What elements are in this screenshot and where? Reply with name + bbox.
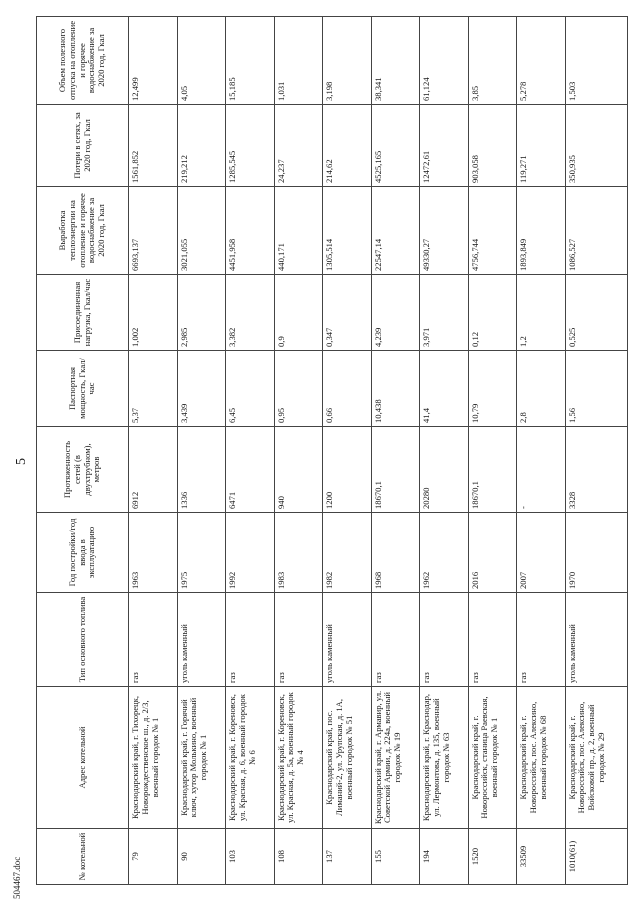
cell-number: 137 [323, 829, 372, 885]
cell-capacity: 0,66 [323, 351, 372, 427]
cell-address: Краснодарский край, г. Кореновск, ул. Красная, д. 6, военный городок № 6 [226, 687, 275, 829]
table-row [226, 17, 275, 885]
cell-number: 33509 [517, 829, 566, 885]
cell-output: 4451,958 [226, 187, 275, 275]
cell-number: 194 [420, 829, 469, 885]
table-row [371, 17, 420, 885]
cell-capacity: 5,37 [129, 351, 178, 427]
cell-length: 940 [274, 427, 323, 513]
cell-load: 0,525 [565, 275, 628, 351]
cell-capacity: 0,95 [274, 351, 323, 427]
cell-load: 1,002 [129, 275, 178, 351]
cell-length: 6471 [226, 427, 275, 513]
header-number: № котельной [37, 829, 129, 885]
cell-length: - [517, 427, 566, 513]
cell-losses: 219,212 [177, 105, 226, 187]
cell-fuel: газ [468, 593, 517, 687]
cell-address: Краснодарский край, г. Новороссийск, пос. Алексино, военный городок № 68 [517, 687, 566, 829]
cell-year: 1962 [420, 513, 469, 593]
boiler-table [36, 16, 628, 885]
cell-supply: 3,85 [468, 17, 517, 105]
cell-year: 2016 [468, 513, 517, 593]
cell-load: 0,347 [323, 275, 372, 351]
cell-load: 1,2 [517, 275, 566, 351]
cell-losses: 12472,61 [420, 105, 469, 187]
table-row [274, 17, 323, 885]
cell-year: 1970 [565, 513, 628, 593]
cell-length: 18670,1 [468, 427, 517, 513]
cell-supply: 3,198 [323, 17, 372, 105]
cell-load: 0,12 [468, 275, 517, 351]
cell-length: 1200 [323, 427, 372, 513]
header-fuel: Тип основного топлива [37, 593, 129, 687]
cell-length: 20280 [420, 427, 469, 513]
cell-number: 1010(61) [565, 829, 628, 885]
footer-note: 504467.doc [12, 856, 22, 899]
cell-address: Краснодарский край, г. Краснодар, ул. Лермонтова, д. 135, военный городок № 63 [420, 687, 469, 829]
header-load: Присоединенная нагрузка, Гкал/час [37, 275, 129, 351]
cell-address: Краснодарский край, г. Горячий ключ, хутор Молькино, военный городок № 1 [177, 687, 226, 829]
cell-fuel: газ [420, 593, 469, 687]
cell-capacity: 6,45 [226, 351, 275, 427]
cell-losses: 119,271 [517, 105, 566, 187]
cell-fuel: газ [129, 593, 178, 687]
cell-supply: 12,499 [129, 17, 178, 105]
cell-fuel: газ [371, 593, 420, 687]
cell-year: 1992 [226, 513, 275, 593]
cell-length: 3328 [565, 427, 628, 513]
cell-capacity: 1,56 [565, 351, 628, 427]
cell-year: 1963 [129, 513, 178, 593]
cell-year: 1982 [323, 513, 372, 593]
cell-fuel: уголь каменный [177, 593, 226, 687]
cell-number: 79 [129, 829, 178, 885]
cell-output: 3021,055 [177, 187, 226, 275]
cell-address: Краснодарский край, г. Новороссийск, пос. Алексино, Войсковой пр., д. 2, военный городок № 29 [565, 687, 628, 829]
cell-losses: 4525,165 [371, 105, 420, 187]
cell-load: 3,382 [226, 275, 275, 351]
cell-address: Краснодарский край, г. Армавир, ул. Советской Армии, д. 224а, военный городок № 19 [371, 687, 420, 829]
cell-output: 22547,14 [371, 187, 420, 275]
cell-number: 108 [274, 829, 323, 885]
cell-capacity: 10,79 [468, 351, 517, 427]
cell-load: 3,971 [420, 275, 469, 351]
cell-losses: 214,62 [323, 105, 372, 187]
cell-losses: 350,935 [565, 105, 628, 187]
header-output: Выработка теплоэнергии на отопление и горячее водоснабжение за 2020 год, Гкал [37, 187, 129, 275]
cell-fuel: уголь каменный [323, 593, 372, 687]
cell-load: 0,9 [274, 275, 323, 351]
table-row [420, 17, 469, 885]
table-row [517, 17, 566, 885]
cell-length: 6912 [129, 427, 178, 513]
header-row [37, 17, 129, 885]
cell-supply: 38,341 [371, 17, 420, 105]
cell-load: 4,239 [371, 275, 420, 351]
table-row [129, 17, 178, 885]
cell-supply: 5,278 [517, 17, 566, 105]
cell-number: 1520 [468, 829, 517, 885]
cell-output: 1893,849 [517, 187, 566, 275]
header-year: Год постройки/год ввода в эксплуатацию [37, 513, 129, 593]
header-supply: Объем полезного отпуска на отопление и горячее водоснабжение за 2020 год, Гкал [37, 17, 129, 105]
cell-fuel: газ [226, 593, 275, 687]
header-losses: Потери в сетях, за 2020 год, Гкал [37, 105, 129, 187]
table-row [323, 17, 372, 885]
cell-address: Краснодарский край, г. Новороссийск, станица Раевская, военный городок № 1 [468, 687, 517, 829]
cell-output: 6693,137 [129, 187, 178, 275]
table-row [565, 17, 628, 885]
cell-supply: 1,503 [565, 17, 628, 105]
cell-year: 2007 [517, 513, 566, 593]
cell-year: 1968 [371, 513, 420, 593]
cell-capacity: 3,439 [177, 351, 226, 427]
cell-length: 1336 [177, 427, 226, 513]
cell-losses: 1285,545 [226, 105, 275, 187]
cell-output: 1305,514 [323, 187, 372, 275]
cell-supply: 1,031 [274, 17, 323, 105]
cell-year: 1983 [274, 513, 323, 593]
table-row [468, 17, 517, 885]
cell-capacity: 2,8 [517, 351, 566, 427]
header-length: Протяженность сетей (в двухтрубном), метров [37, 427, 129, 513]
cell-output: 4756,744 [468, 187, 517, 275]
cell-number: 90 [177, 829, 226, 885]
cell-address: Краснодарский край, г. Тихорецк, Новорождественское ш., д. 2/3, военный городок № 1 [129, 687, 178, 829]
cell-output: 49330,27 [420, 187, 469, 275]
cell-length: 18670,1 [371, 427, 420, 513]
cell-supply: 15,185 [226, 17, 275, 105]
cell-output: 1086,527 [565, 187, 628, 275]
cell-output: 440,171 [274, 187, 323, 275]
cell-losses: 24,237 [274, 105, 323, 187]
cell-capacity: 41,4 [420, 351, 469, 427]
cell-load: 2,985 [177, 275, 226, 351]
header-address: Адрес котельной [37, 687, 129, 829]
cell-year: 1975 [177, 513, 226, 593]
cell-losses: 903,058 [468, 105, 517, 187]
cell-supply: 61,124 [420, 17, 469, 105]
cell-address: Краснодарский край, пос. Лиманий-2, ул. Урупская, д. 1А, военный городок № 51 [323, 687, 372, 829]
cell-fuel: газ [517, 593, 566, 687]
cell-fuel: газ [274, 593, 323, 687]
page-number: 5 [14, 458, 29, 465]
header-capacity: Паспортная мощность, Гкал/час [37, 351, 129, 427]
table-row [177, 17, 226, 885]
cell-supply: 4,05 [177, 17, 226, 105]
cell-number: 103 [226, 829, 275, 885]
cell-fuel: уголь каменный [565, 593, 628, 687]
cell-number: 155 [371, 829, 420, 885]
cell-losses: 1561,852 [129, 105, 178, 187]
cell-capacity: 10,438 [371, 351, 420, 427]
cell-address: Краснодарский край, г. Кореновск, ул. Красная, д. 5а, военный городок № 4 [274, 687, 323, 829]
